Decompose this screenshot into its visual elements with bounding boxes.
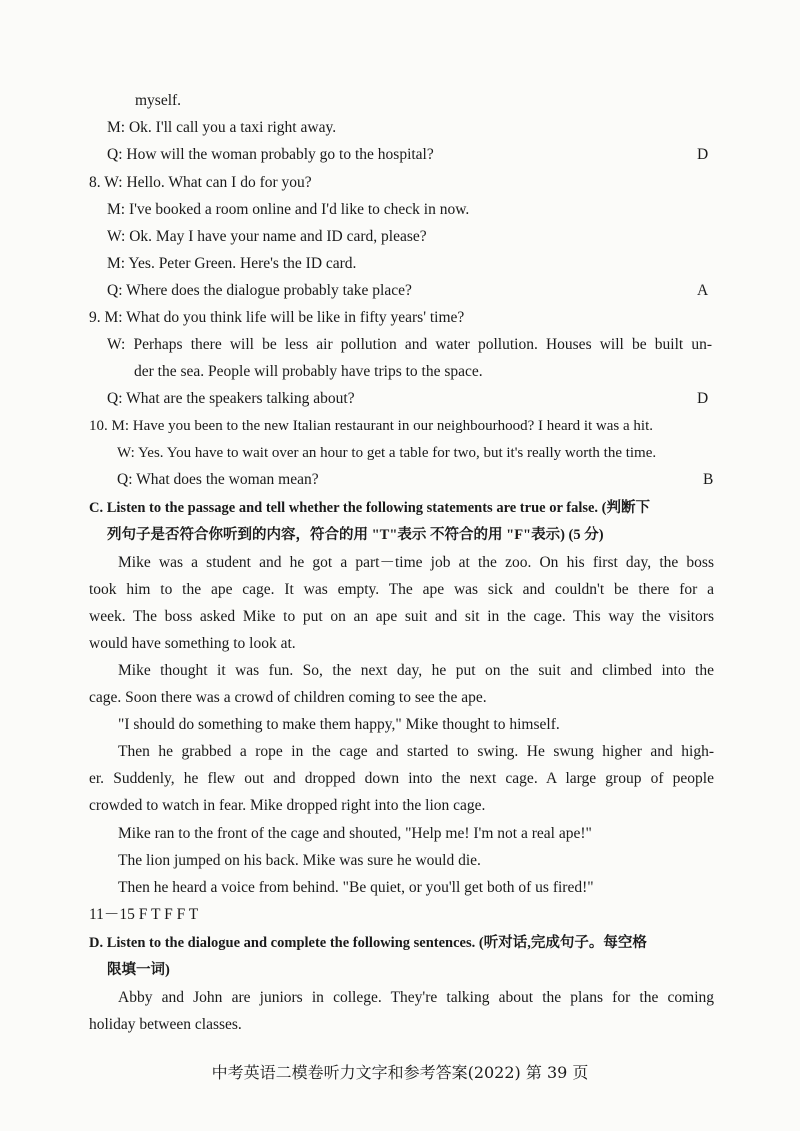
answer-letter: D (697, 146, 709, 163)
passage-line: would have something to look at. (89, 635, 296, 652)
passage-line: Abby and John are juniors in college. They're talking about the plans for the coming (118, 989, 714, 1006)
answer-letter: A (697, 282, 709, 299)
passage-line: cage. Soon there was a crowd of children coming to see the ape. (89, 689, 487, 706)
dialogue-line: 8. W: Hello. What can I do for you? (89, 174, 312, 191)
dialogue-line: M: Ok. I'll call you a taxi right away. (107, 119, 337, 136)
passage-line: Mike was a student and he got a part－time job at the zoo. On his first day, the boss (118, 554, 714, 571)
dialogue-line: der the sea. People will probably have trips to the space. (134, 363, 483, 380)
passage-line: Mike thought it was fun. So, the next day, he put on the suit and climbed into the (118, 662, 714, 679)
dialogue-line: W: Perhaps there will be less air pollution and water pollution. Houses will be built un- (107, 336, 712, 353)
dialogue-line: Q: What does the woman mean? (117, 471, 319, 488)
dialogue-line: myself. (135, 92, 182, 109)
section-c-heading: 列句子是否符合你听到的内容，符合的用 "T"表示 不符合的用 "F"表示) (5 分) (107, 527, 604, 543)
dialogue-line: 10. M: Have you been to the new Italian restaurant in our neighbourhood? I heard it was a hit. (89, 418, 654, 434)
passage-line: week. The boss asked Mike to put on an ape suit and sit in the cage. This way the visitors (89, 608, 714, 625)
passage-line: The lion jumped on his back. Mike was sure he would die. (118, 852, 481, 869)
dialogue-line: 9. M: What do you think life will be like in fifty years' time? (89, 309, 465, 326)
answer-key: 11－15 F T F F T (89, 906, 199, 923)
page-footer: 中考英语二模卷听力文字和参考答案(2022) 第 39 页 (211, 1063, 589, 1082)
passage-line: holiday between classes. (89, 1016, 242, 1033)
dialogue-line: M: I've booked a room online and I'd like to check in now. (107, 201, 470, 218)
answer-letter: B (703, 471, 714, 488)
passage-line: Then he grabbed a rope in the cage and started to swing. He swung higher and high- (118, 743, 714, 760)
section-c-heading: C. Listen to the passage and tell whether the following statements are true or false. (判断下 (89, 500, 651, 516)
dialogue-line: Q: Where does the dialogue probably take place? (107, 282, 412, 299)
section-d-heading: 限填一词) (107, 962, 170, 978)
dialogue-line: Q: How will the woman probably go to the hospital? (107, 146, 434, 163)
passage-line: crowded to watch in fear. Mike dropped right into the lion cage. (89, 797, 486, 814)
passage-line: took him to the ape cage. It was empty. The ape was sick and couldn't be there for a (89, 581, 714, 598)
section-d-heading: D. Listen to the dialogue and complete the following sentences. (听对话,完成句子。每空格 (89, 935, 647, 951)
passage-line: Then he heard a voice from behind. "Be quiet, or you'll get both of us fired!" (118, 879, 594, 896)
dialogue-line: Q: What are the speakers talking about? (107, 390, 355, 407)
passage-line: Mike ran to the front of the cage and shouted, "Help me! I'm not a real ape!" (118, 825, 592, 842)
passage-line: "I should do something to make them happy," Mike thought to himself. (118, 716, 560, 733)
answer-letter: D (697, 390, 709, 407)
dialogue-line: W: Ok. May I have your name and ID card, please? (107, 228, 427, 245)
passage-line: er. Suddenly, he flew out and dropped down into the next cage. A large group of people (89, 770, 714, 787)
dialogue-line: W: Yes. You have to wait over an hour to get a table for two, but it's really worth the time. (117, 445, 657, 461)
dialogue-line: M: Yes. Peter Green. Here's the ID card. (107, 255, 357, 272)
